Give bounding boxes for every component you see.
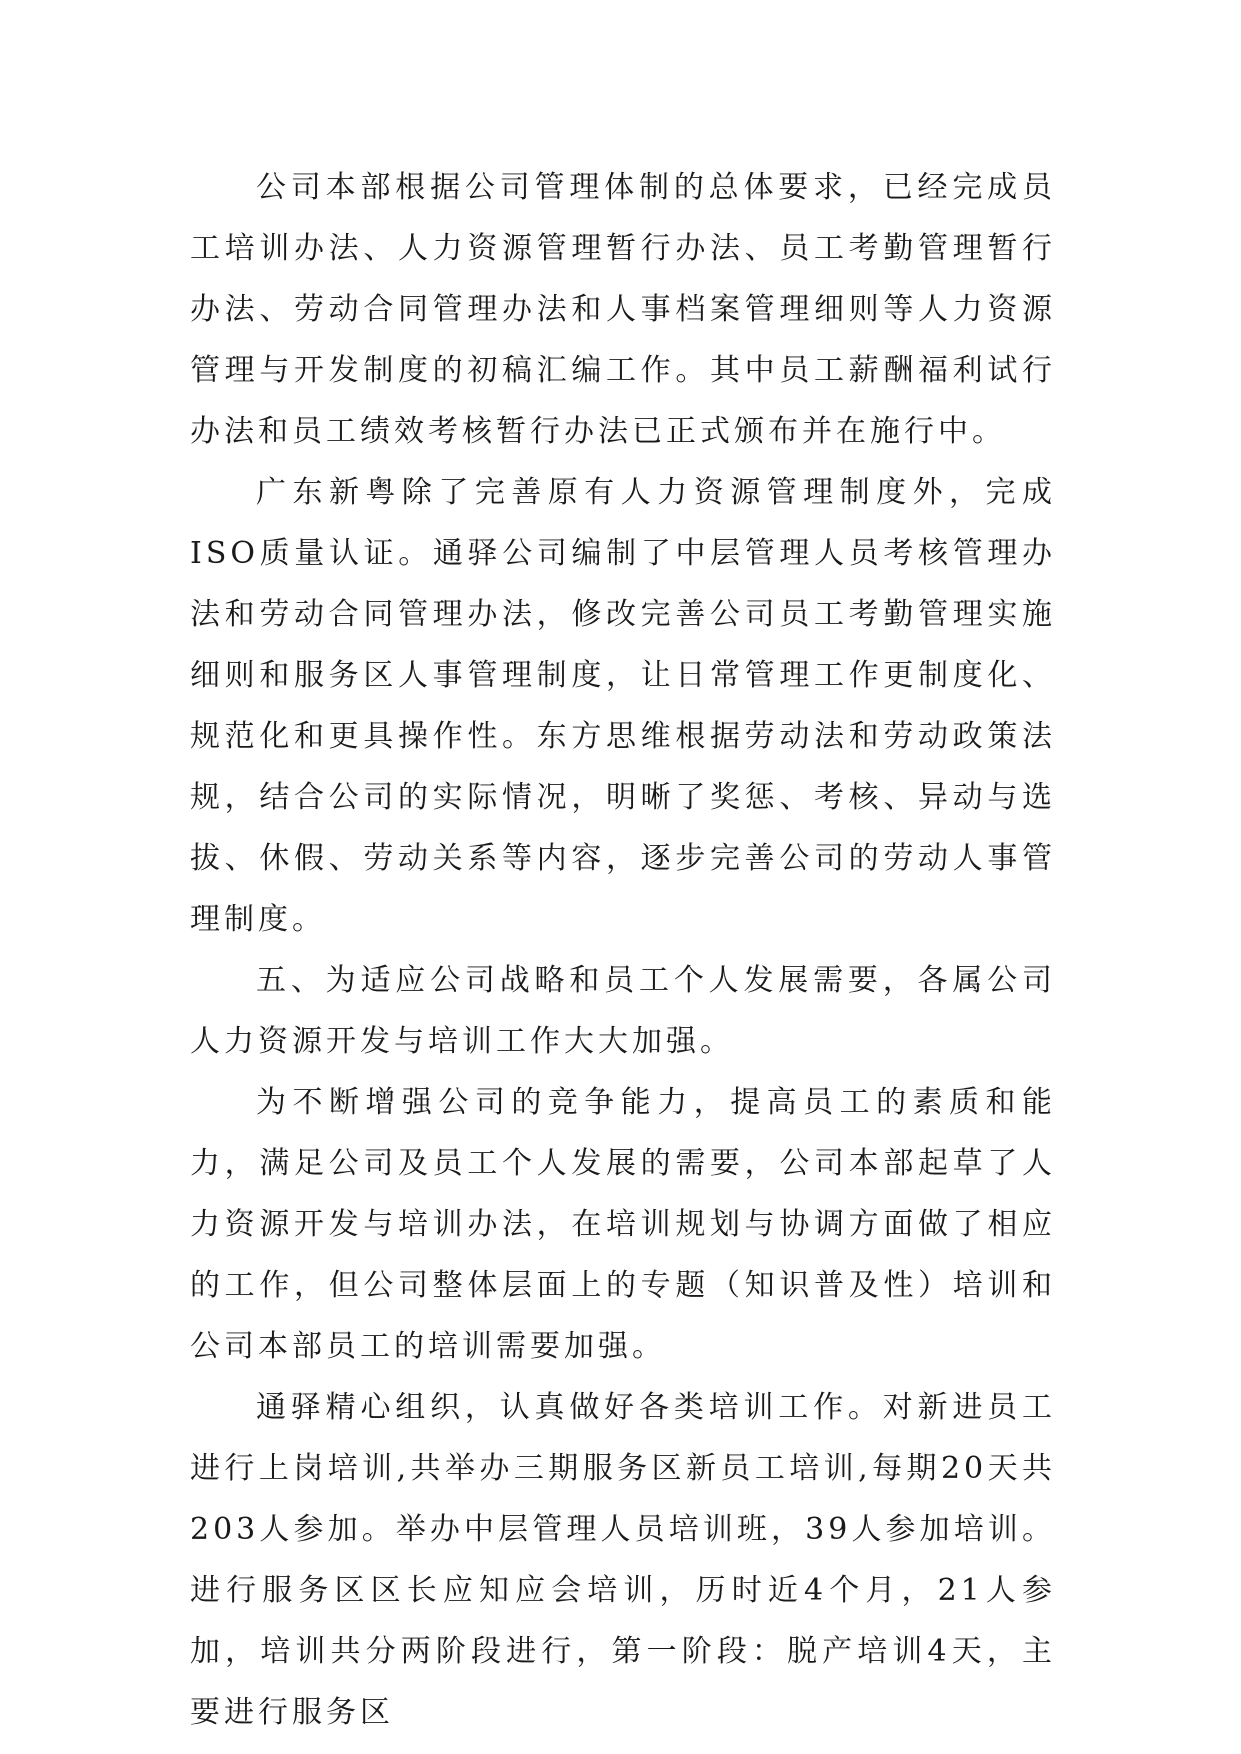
paragraph-5: 通驿精心组织，认真做好各类培训工作。对新进员工进行上岗培训,共举办三期服务区新员工培训,每期20天共203人参加。举办中层管理人员培训班，39人参加培训。进行服务区区长应知应会培训，历时近4个月，21人参加，培训共分两阶段进行，第一阶段：脱产培训4天，主要进行服务区 — [190, 1390, 1056, 1730]
document-body — [190, 157, 1056, 1743]
paragraph-2: 广东新粤除了完善原有人力资源管理制度外，完成ISO质量认证。通驿公司编制了中层管理人员考核管理办法和劳动合同管理办法，修改完善公司员工考勤管理实施细则和服务区人事管理制度，让日常管理工作更制度化、规范化和更具操作性。东方思维根据劳动法和劳动政策法规，结合公司的实际情况，明晰了奖惩、考核、异动与选拔、休假、劳动关系等内容，逐步完善公司的劳动人事管理制度。 — [190, 475, 1056, 937]
paragraph-1: 公司本部根据公司管理体制的总体要求，已经完成员工培训办法、人力资源管理暂行办法、员工考勤管理暂行办法、劳动合同管理办法和人事档案管理细则等人力资源管理与开发制度的初稿汇编工作。其中员工薪酬福利试行办法和员工绩效考核暂行办法已正式颁布并在施行中。 — [190, 170, 1056, 449]
paragraph-3: 五、为适应公司战略和员工个人发展需要，各属公司人力资源开发与培训工作大大加强。 — [190, 963, 1056, 1059]
paragraph-4: 为不断增强公司的竞争能力，提高员工的素质和能力，满足公司及员工个人发展的需要，公司本部起草了人力资源开发与培训办法，在培训规划与协调方面做了相应的工作，但公司整体层面上的专题（知识普及性）培训和公司本部员工的培训需要加强。 — [190, 1085, 1056, 1364]
